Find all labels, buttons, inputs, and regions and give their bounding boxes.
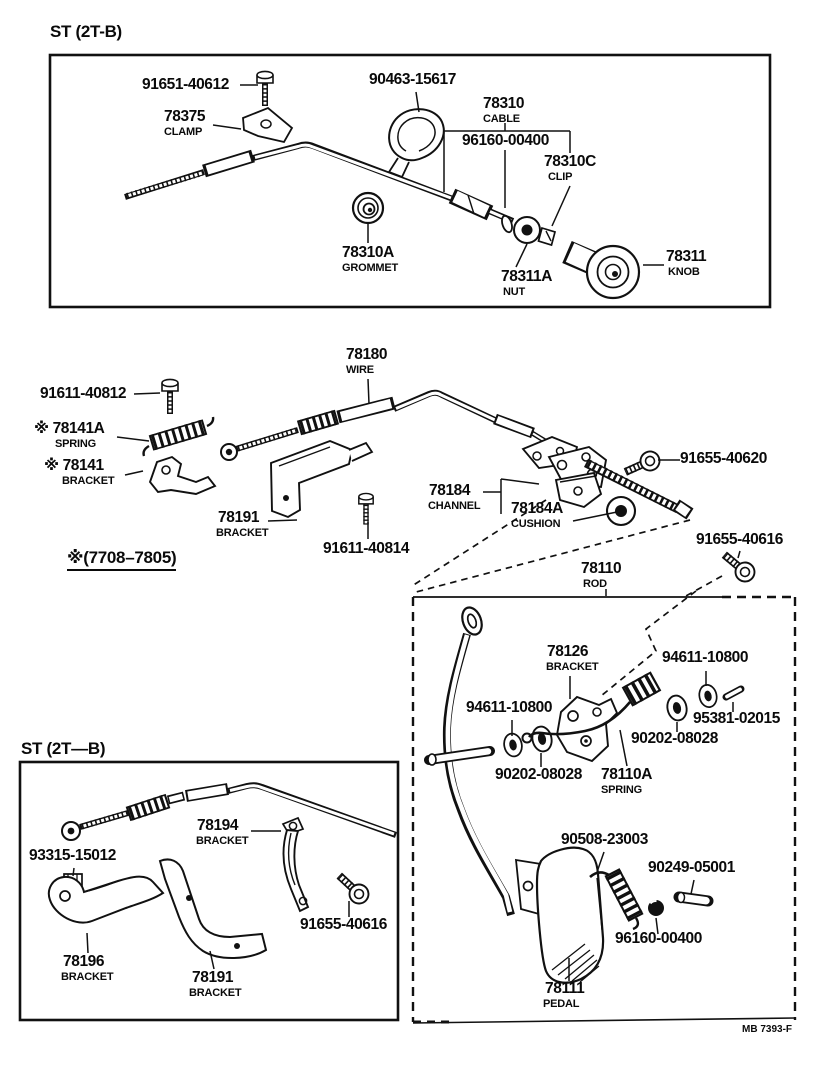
pedal-art (516, 848, 603, 983)
nut-96160-bottom-art (648, 900, 664, 916)
part-label-91611-40812: 91611-40812 (40, 385, 127, 402)
pin-90249-art (678, 893, 709, 903)
bolt-91655-40616-mid-art (718, 547, 758, 585)
part-label-78375-clamp: 78375 CLAMP (164, 108, 206, 138)
bolt-91611-40814-art (359, 493, 373, 524)
part-label-96160-00400-top: 96160-00400 (462, 132, 549, 149)
part-label-90508-23003: 90508-23003 (561, 831, 648, 848)
bracket-78194-art (283, 818, 308, 911)
part-label-91611-40814: 91611-40814 (323, 540, 410, 557)
part-label-91655-40620: 91655-40620 (680, 450, 767, 467)
part-label-93315-15012: 93315-15012 (29, 847, 116, 864)
part-label-78110a-spring: 78110A SPRING (601, 766, 653, 796)
bottom-section-title: ST (2T—B) (21, 739, 106, 758)
part-label-78310-cable: 78310 CABLE (483, 95, 525, 125)
part-label-78184-channel: 78184 CHANNEL (428, 482, 481, 512)
washer-94611-right-art (697, 683, 718, 709)
part-label-90202-08028-right: 90202-08028 (631, 730, 718, 747)
bracket-78191-bottom-art (160, 859, 266, 958)
part-label-95381-02015: 95381-02015 (693, 710, 780, 727)
washer-94611-left-art (502, 732, 524, 758)
washer-90202-right-art (665, 694, 689, 722)
clamp-art (243, 108, 292, 142)
washer-90202-left-art (530, 725, 554, 753)
bracket-78191-mid-art (271, 441, 372, 517)
bolt-91655-40620-art (621, 448, 662, 480)
part-label-78110-rod: 78110 ROD (581, 560, 622, 590)
part-label-90463-15617: 90463-15617 (369, 71, 456, 88)
part-label-78194-bracket: 78194 BRACKET (196, 817, 249, 847)
part-label-90249-05001: 90249-05001 (648, 859, 735, 876)
grommet-art (353, 193, 383, 223)
part-label-78311a-nut: 78311A NUT (501, 268, 553, 298)
part-label-94611-10800-left: 94611-10800 (466, 699, 553, 716)
part-label-78196-bracket: 78196 BRACKET (61, 953, 114, 983)
bracket-78196-art (49, 877, 163, 923)
document-code: MB 7393-F (742, 1024, 793, 1035)
part-label-78310a-grommet: 78310A GROMMET (342, 244, 399, 274)
bolt-91651-art (257, 71, 273, 106)
part-label-91651-40612: 91651-40612 (142, 76, 229, 93)
pin-95381-art (726, 689, 741, 697)
part-label-78141-bracket: ※ 78141 BRACKET (44, 457, 115, 487)
part-label-78111-pedal: 78111 PEDAL (543, 980, 585, 1010)
part-label-78311-knob: 78311 KNOB (666, 248, 707, 278)
bracket-78126-art (557, 697, 617, 761)
bolt-91611-40812-art (162, 379, 178, 414)
part-label-91655-40616-bottom: 91655-40616 (300, 916, 387, 933)
part-label-78126-bracket: 78126 BRACKET (546, 643, 599, 673)
part-label-94611-10800-right: 94611-10800 (662, 649, 749, 666)
part-label-78180-wire: 78180 WIRE (346, 346, 388, 376)
part-label-91655-40616-mid: 91655-40616 (696, 531, 783, 548)
grip-loop-art (389, 109, 444, 177)
part-label-78310c-clip: 78310C CLIP (544, 153, 596, 183)
part-label-78191-bracket-mid: 78191 BRACKET (216, 509, 269, 539)
wire-assembly-art (221, 393, 560, 460)
bracket-78141-art (150, 457, 215, 494)
applicability-note: ※(7708–7805) (67, 548, 176, 571)
rod-art (428, 605, 511, 915)
spring-78141a-art (144, 417, 214, 456)
part-label-78191-bracket-bottom: 78191 BRACKET (189, 969, 242, 999)
part-label-90202-08028-left: 90202-08028 (495, 766, 582, 783)
part-label-78141a-spring: ※ 78141A SPRING (34, 420, 105, 450)
part-label-96160-00400-bottom: 96160-00400 (615, 930, 702, 947)
bolt-91655-40616-bottom-art (333, 869, 373, 908)
part-label-78184a-cushion: 78184A CUSHION (511, 500, 563, 530)
top-section-title: ST (2T-B) (50, 22, 122, 41)
